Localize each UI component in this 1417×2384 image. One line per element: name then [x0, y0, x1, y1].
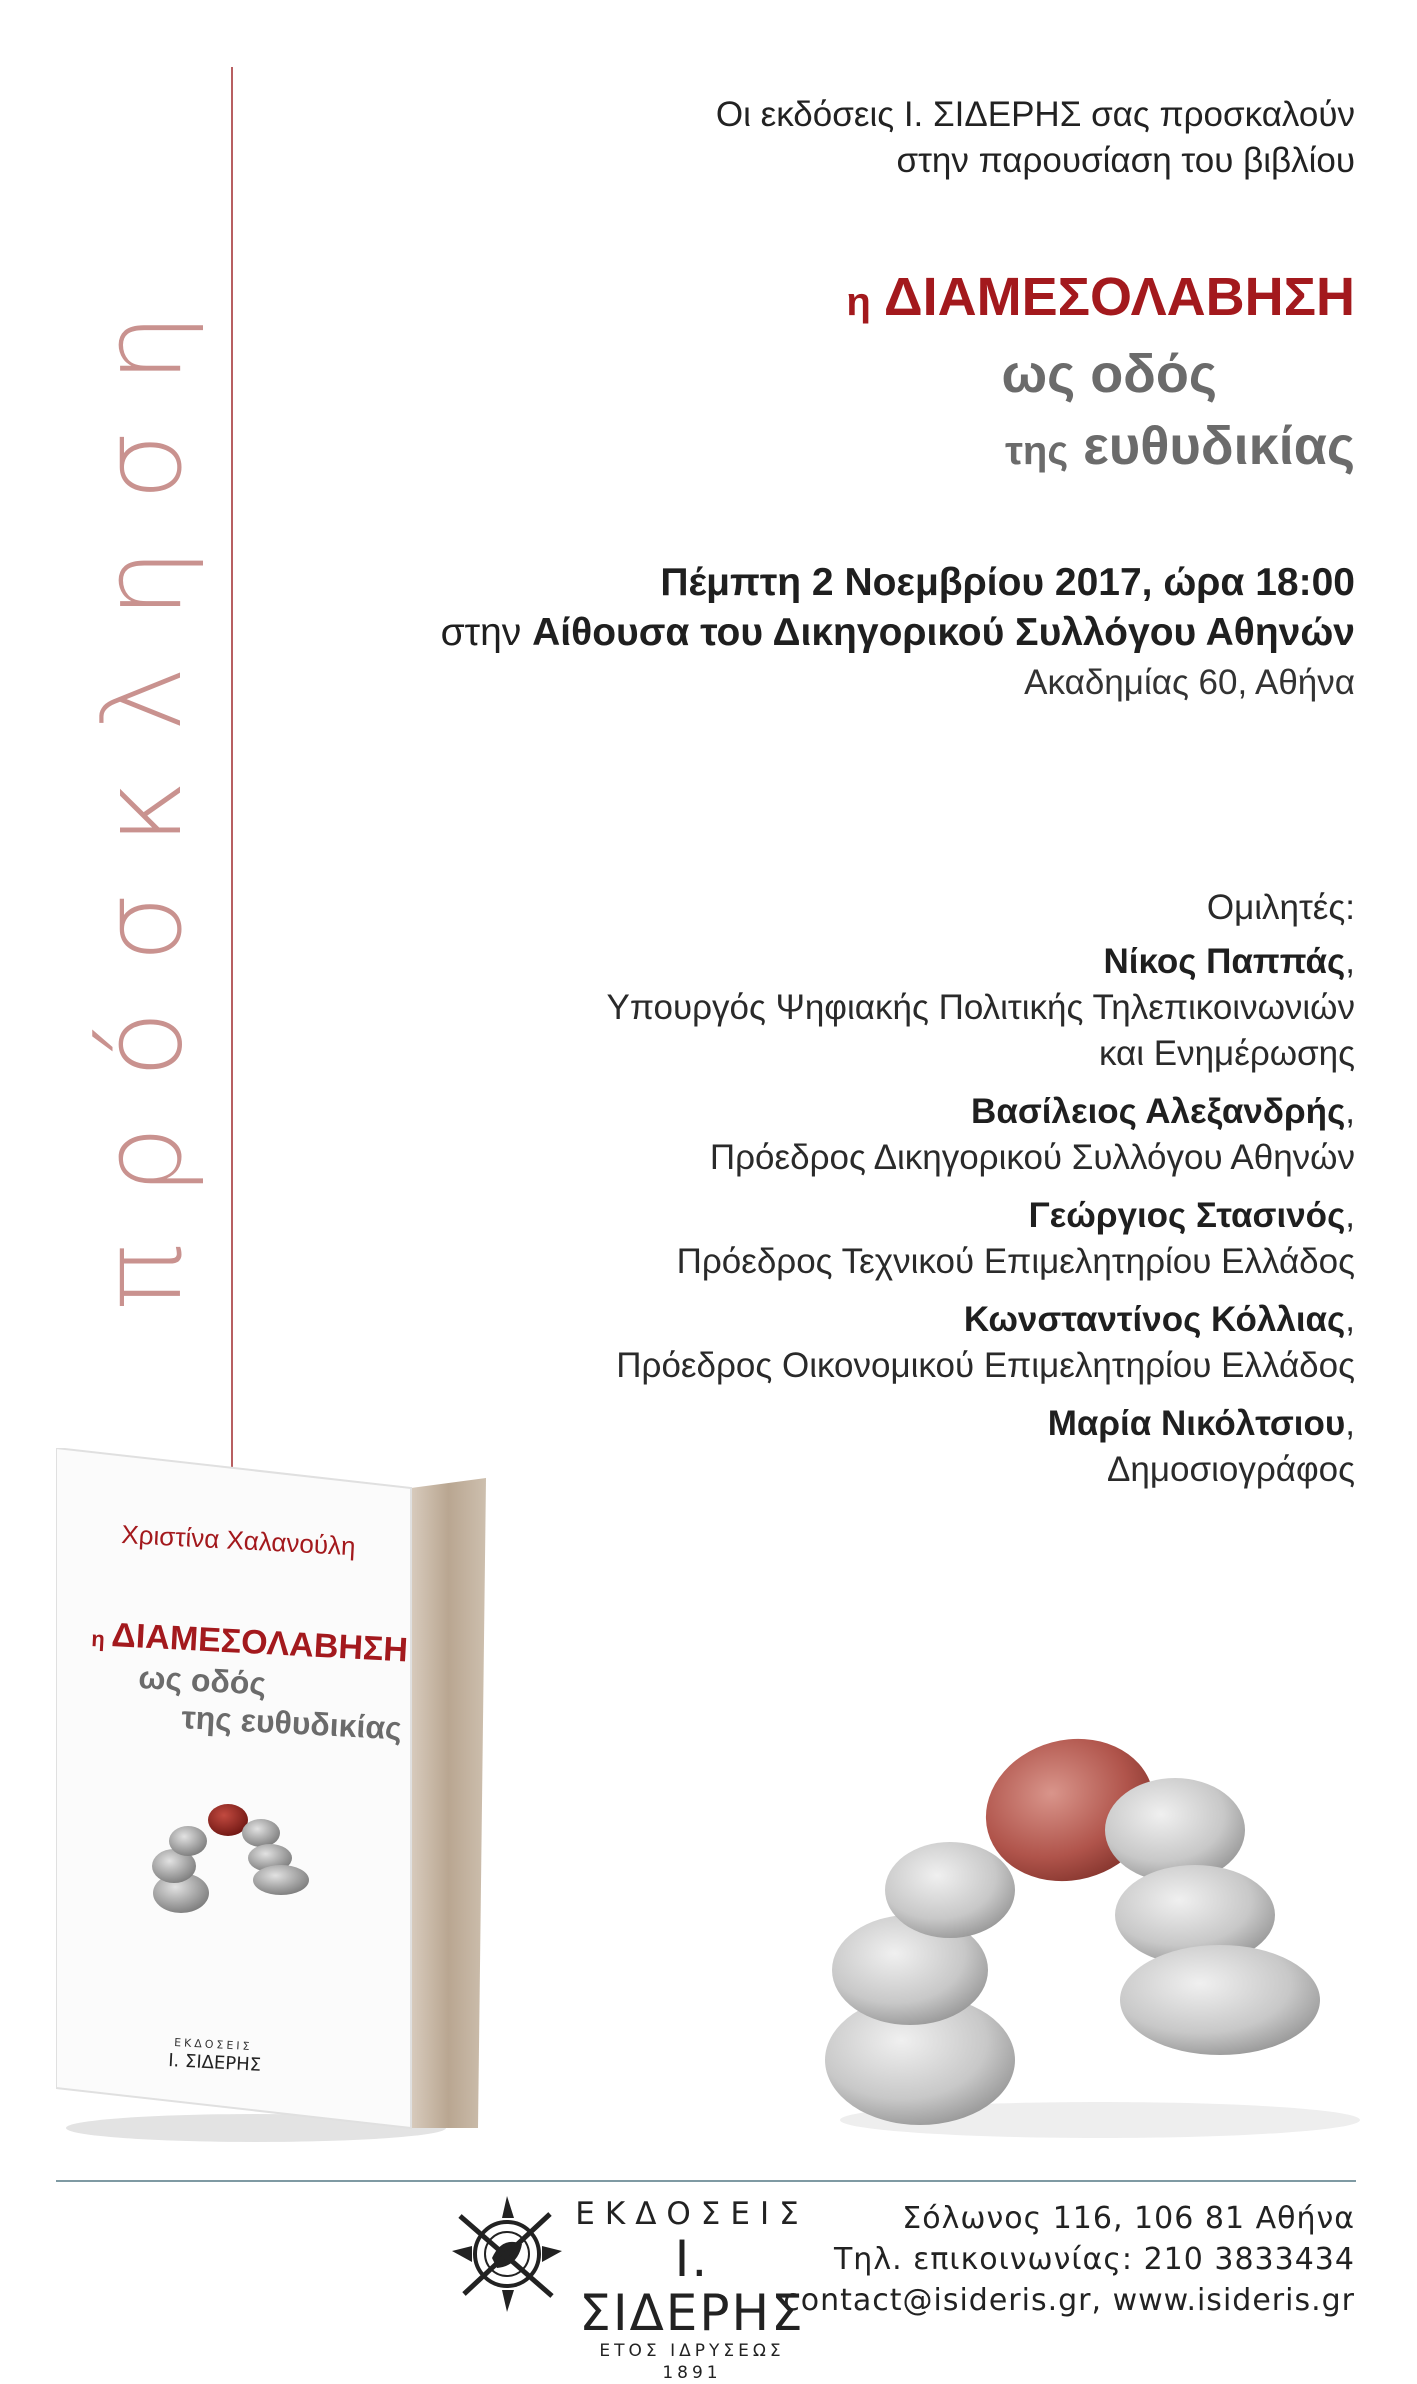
- book-pages: [411, 1478, 486, 2128]
- stones-image: [800, 1700, 1360, 2150]
- contact-web[interactable]: contact@isideris.gr, www.isideris.gr: [783, 2283, 1355, 2318]
- book-title-line3: [846, 411, 1355, 486]
- book-cover-title2: ως οδός: [137, 1659, 268, 1702]
- speaker-role: Πρόεδρος Οικονομικού Επιμελητηρίου Ελλάδος: [616, 1346, 1355, 1385]
- speaker: Γεώργιος Στασινός, Πρόεδρος Τεχνικού Επιμελητηρίου Ελλάδος: [607, 1193, 1355, 1285]
- vertical-divider: [231, 67, 233, 1467]
- publisher-line1: ΕΚΔΟΣΕΙΣ: [575, 2196, 809, 2232]
- book-cover-image: [56, 1448, 486, 2148]
- intro-line1: Οι εκδόσεις Ι. ΣΙΔΕΡΗΣ σας προσκαλούν: [715, 95, 1355, 134]
- publisher-logo-icon: [452, 2196, 562, 2312]
- speaker-name: Νίκος Παππάς: [1103, 942, 1346, 981]
- book-title: [846, 262, 1355, 486]
- book-title-article: η: [846, 280, 871, 324]
- book-cover-title3: της ευθυδικίας: [180, 1699, 403, 1747]
- speaker-name: Γεώργιος Στασινός: [1028, 1196, 1346, 1235]
- book-title-article3: της: [1005, 429, 1069, 473]
- book-title-line1: [846, 262, 1355, 337]
- intro: [716, 92, 1355, 184]
- event-address: Ακαδημίας 60, Αθήνα: [1024, 663, 1355, 702]
- book-title-line2: ως οδός: [1001, 344, 1217, 404]
- speaker-role: Δημοσιογράφος: [1107, 1450, 1355, 1489]
- speaker: Μαρία Νικόλτσιου, Δημοσιογράφος: [607, 1401, 1355, 1493]
- publisher-logo-text: [567, 2196, 817, 2384]
- speaker-role: Πρόεδρος Τεχνικού Επιμελητηρίου Ελλάδος: [676, 1242, 1355, 1281]
- contact-phone: Τηλ. επικοινωνίας: 210 3833434: [833, 2242, 1355, 2277]
- book-title-main: ΔΙΑΜΕΣΟΛΑΒΗΣΗ: [883, 267, 1355, 327]
- speakers: [607, 885, 1355, 1505]
- book-cover-article: η: [90, 1626, 106, 1652]
- contact-info: [783, 2198, 1355, 2321]
- speaker-name: Μαρία Νικόλτσιου: [1047, 1404, 1346, 1443]
- vertical-title: [78, 70, 298, 1310]
- speaker: Βασίλειος Αλεξανδρής, Πρόεδρος Δικηγορικού Συλλόγου Αθηνών: [607, 1089, 1355, 1181]
- book-title-line3-main: ευθυδικίας: [1083, 416, 1355, 476]
- speaker: Κωνσταντίνος Κόλλιας, Πρόεδρος Οικονομικού Επιμελητηρίου Ελλάδος: [607, 1297, 1355, 1389]
- book-cover-publisher-small: ΕΚΔΟΣΕΙΣ: [173, 2036, 253, 2054]
- book-cover-publisher-name: Ι. ΣΙΔΕΡΗΣ: [167, 2050, 262, 2076]
- book-cover-author: Χριστίνα Χαλανούλη: [120, 1519, 357, 1562]
- speaker-role: Υπουργός Ψηφιακής Πολιτικής Τηλεπικοινωνιών: [606, 988, 1355, 1027]
- publisher-line3: ΕΤΟΣ ΙΔΡΥΣΕΩΣ 1891: [599, 2341, 785, 2383]
- speaker-name: Κωνσταντίνος Κόλλιας: [963, 1300, 1346, 1339]
- event-date: Πέμπτη 2 Νοεμβρίου 2017, ώρα 18:00: [660, 561, 1355, 604]
- speaker-role: και Ενημέρωσης: [1098, 1034, 1355, 1073]
- speakers-heading: Ομιλητές:: [1206, 888, 1355, 927]
- speaker-role: Πρόεδρος Δικηγορικού Συλλόγου Αθηνών: [709, 1138, 1355, 1177]
- speaker-name: Βασίλειος Αλεξανδρής: [971, 1092, 1346, 1131]
- intro-line2: στην παρουσίαση του βιβλίου: [896, 141, 1355, 180]
- event-details: [441, 558, 1355, 708]
- event-venue: Αίθουσα του Δικηγορικού Συλλόγου Αθηνών: [532, 611, 1355, 654]
- speaker: Νίκος Παππάς, Υπουργός Ψηφιακής Πολιτικής Τηλεπικοινωνιών και Ενημέρωσης: [607, 939, 1355, 1077]
- contact-address: Σόλωνος 116, 106 81 Αθήνα: [902, 2201, 1355, 2236]
- footer-divider: [56, 2180, 1356, 2182]
- publisher-line2: Ι. ΣΙΔΕΡΗΣ: [579, 2230, 805, 2342]
- book-cover-title1: ΔΙΑΜΕΣΟΛΑΒΗΣΗ: [110, 1616, 409, 1670]
- vertical-title-text: πρόσκληση: [78, 265, 206, 1310]
- event-venue-prefix: στην: [440, 611, 522, 654]
